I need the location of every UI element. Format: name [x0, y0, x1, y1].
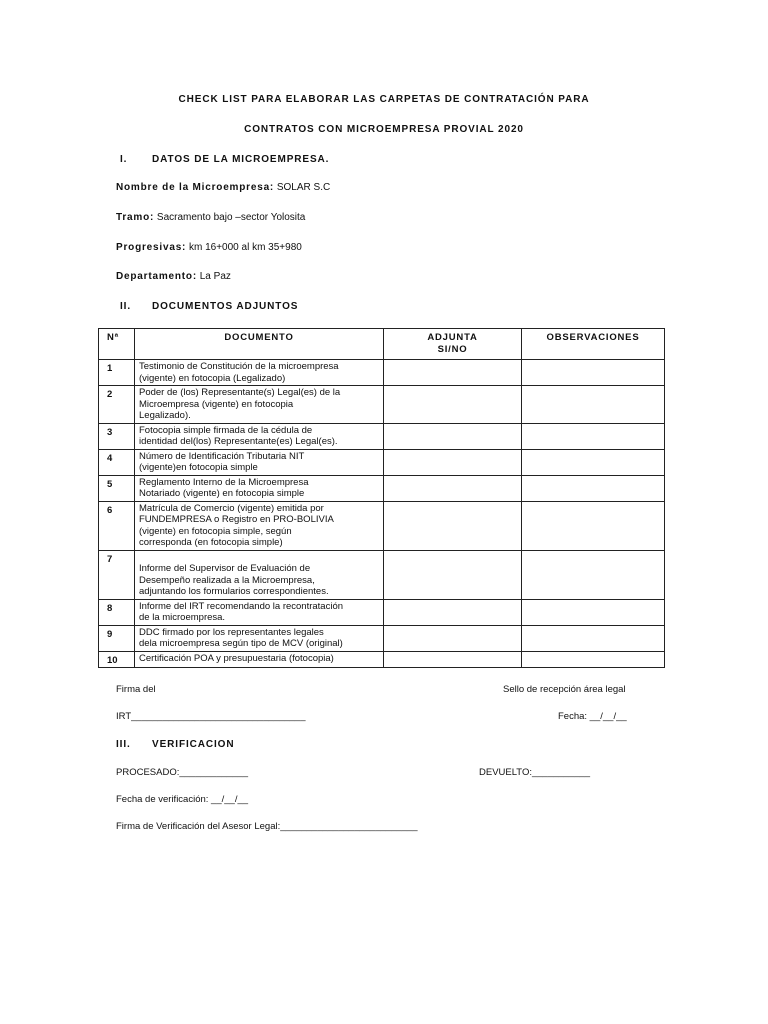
row-adjunta-cell[interactable]	[384, 501, 522, 550]
row-observaciones-cell[interactable]	[522, 550, 665, 599]
field-label: Departamento:	[116, 271, 197, 282]
devuelto-field[interactable]: DEVUELTO:___________	[479, 767, 591, 778]
table-row	[99, 475, 665, 501]
row-observaciones-cell[interactable]	[522, 360, 665, 386]
row-number: 8	[99, 599, 135, 625]
table-row	[99, 386, 665, 424]
row-adjunta-cell[interactable]	[384, 599, 522, 625]
row-document: Matrícula de Comercio (vigente) emitida por FUNDEMPRESA o Registro en PRO-BOLIVIA (vigente) en fotocopia simple, según corresponda (en fotocopia simple)	[135, 501, 384, 550]
table-row	[99, 423, 665, 449]
row-number: 1	[99, 360, 135, 386]
field-value: km 16+000 al km 35+980	[188, 242, 302, 253]
row-adjunta-cell[interactable]	[384, 449, 522, 475]
table-row	[99, 651, 665, 668]
row-number: 3	[99, 423, 135, 449]
firma-del-label: Firma del	[116, 684, 156, 695]
row-observaciones-cell[interactable]	[522, 449, 665, 475]
table-row	[99, 501, 665, 550]
row-observaciones-cell[interactable]	[522, 625, 665, 651]
procesado-field[interactable]: PROCESADO:_____________	[116, 767, 249, 778]
irt-signature-line[interactable]: IRT_________________________________	[116, 711, 306, 722]
table-row	[99, 449, 665, 475]
section3-number: III.	[116, 739, 131, 750]
column-header-adjunta: ADJUNTA SI/NO	[384, 329, 522, 360]
section2-title: DOCUMENTOS ADJUNTOS	[152, 301, 299, 312]
sello-recepcion-label: Sello de recepción área legal	[503, 684, 626, 695]
row-document: Fotocopia simple firmada de la cédula de identidad del(los) Representante(es) Legal(es).	[135, 423, 384, 449]
row-adjunta-cell[interactable]	[384, 360, 522, 386]
row-document: Informe del Supervisor de Evaluación de Desempeño realizada a la Microempresa, adjuntando los formularios correspondientes.	[135, 550, 384, 599]
row-observaciones-cell[interactable]	[522, 475, 665, 501]
field-tramo	[116, 212, 305, 223]
row-document: Informe del IRT recomendando la recontratación de la microempresa.	[135, 599, 384, 625]
table-row	[99, 599, 665, 625]
field-value: Sacramento bajo –sector Yolosita	[156, 212, 306, 223]
column-header-number: Nª	[99, 329, 135, 360]
table-row	[99, 360, 665, 386]
row-observaciones-cell[interactable]	[522, 423, 665, 449]
row-number: 10	[99, 651, 135, 668]
field-label: Nombre de la Microempresa:	[116, 182, 275, 193]
row-adjunta-cell[interactable]	[384, 423, 522, 449]
row-adjunta-cell[interactable]	[384, 625, 522, 651]
row-number: 4	[99, 449, 135, 475]
row-document: DDC firmado por los representantes legales dela microempresa según tipo de MCV (original)	[135, 625, 384, 651]
firma-asesor-field[interactable]: Firma de Verificación del Asesor Legal:__________________________	[116, 821, 418, 832]
row-observaciones-cell[interactable]	[522, 599, 665, 625]
section2-number: II.	[120, 301, 132, 312]
row-observaciones-cell[interactable]	[522, 386, 665, 424]
field-microempresa	[116, 182, 330, 193]
table-header-row	[99, 329, 665, 360]
field-label: Progresivas:	[116, 242, 187, 253]
section1-title: DATOS DE LA MICROEMPRESA.	[152, 154, 330, 165]
row-adjunta-cell[interactable]	[384, 386, 522, 424]
row-adjunta-cell[interactable]	[384, 651, 522, 668]
row-adjunta-cell[interactable]	[384, 550, 522, 599]
row-number: 9	[99, 625, 135, 651]
row-document: Número de Identificación Tributaria NIT (vigente)en fotocopia simple	[135, 449, 384, 475]
section1-number: I.	[120, 154, 128, 165]
row-document: Certificación POA y presupuestaria (fotocopia)	[135, 651, 384, 668]
row-document: Reglamento Interno de la Microempresa Notariado (vigente) en fotocopia simple	[135, 475, 384, 501]
row-number: 2	[99, 386, 135, 424]
field-departamento	[116, 271, 231, 282]
row-observaciones-cell[interactable]	[522, 501, 665, 550]
fecha-verificacion-field[interactable]: Fecha de verificación: __/__/__	[116, 794, 249, 805]
row-observaciones-cell[interactable]	[522, 651, 665, 668]
section3-title: VERIFICACION	[152, 739, 235, 750]
field-label: Tramo:	[116, 212, 155, 223]
document-title-line2: CONTRATOS CON MICROEMPRESA PROVIAL 2020	[244, 124, 524, 135]
field-progresivas	[116, 242, 302, 253]
column-header-documento: DOCUMENTO	[135, 329, 384, 360]
documents-table	[98, 328, 665, 668]
column-header-observaciones: OBSERVACIONES	[522, 329, 665, 360]
table-row	[99, 550, 665, 599]
document-title-line1: CHECK LIST PARA ELABORAR LAS CARPETAS DE CONTRATACIÓN PARA	[178, 94, 590, 105]
row-number: 5	[99, 475, 135, 501]
field-value: SOLAR S.C	[276, 182, 331, 193]
row-document: Poder de (los) Representante(s) Legal(es) de la Microempresa (vigente) en fotocopia Legalizado).	[135, 386, 384, 424]
row-document: Testimonio de Constitución de la microempresa (vigente) en fotocopia (Legalizado)	[135, 360, 384, 386]
row-number: 7	[99, 550, 135, 599]
fecha-field[interactable]: Fecha: __/__/__	[558, 711, 627, 722]
row-number: 6	[99, 501, 135, 550]
field-value: La Paz	[199, 271, 231, 282]
table-row	[99, 625, 665, 651]
row-adjunta-cell[interactable]	[384, 475, 522, 501]
